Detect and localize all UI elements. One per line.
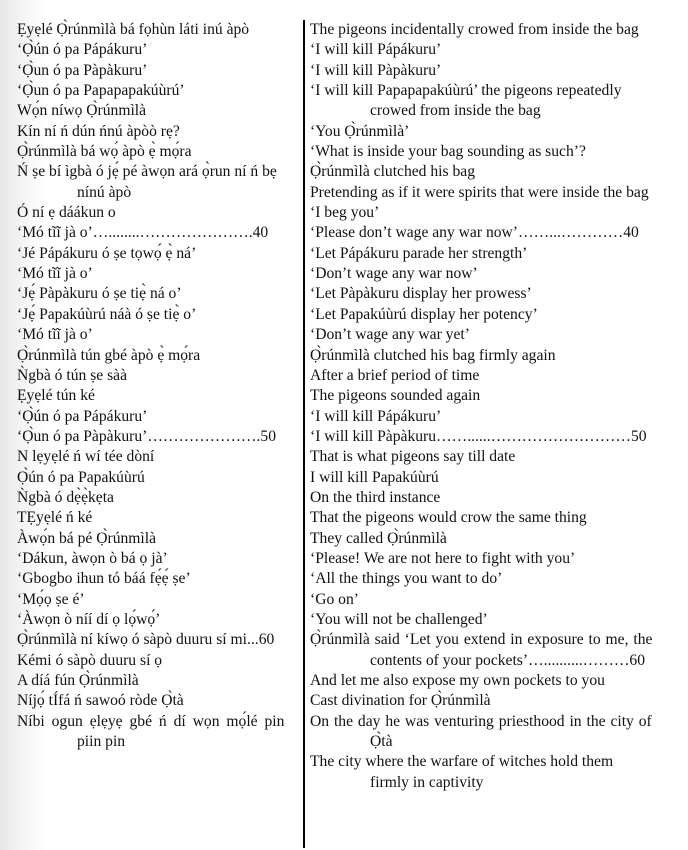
verse-line: Ọ̀rúnmìlà bá wọ́ àpò ẹ̀ mọ́ra	[17, 143, 192, 161]
translation-line: Ọ̀rúnmìlà clutched his bag	[310, 163, 475, 181]
verse-line: Ọ̀ún ó pa Papakúùrú	[17, 468, 145, 486]
verse-line: ‘Ọ̀ún ó pa Pápákuru’	[17, 407, 148, 425]
translation-line: ‘Don’t wage any war yet’	[310, 326, 470, 344]
verse-line: ‘Àwọn ò níí dí ọ lọ́wọ́’	[17, 610, 161, 628]
verse-line: Ọ̀rúnmìlà tún gbé àpò ẹ̀ mọ́ra	[17, 346, 201, 364]
translation-line: ‘Don’t wage any war now’	[310, 265, 478, 283]
translation-line: ‘You Ọ̀rúnmìlà’	[310, 122, 410, 140]
verse-line: Ó ní ẹ dáákun o	[17, 204, 116, 222]
translation-line: ‘I beg you’	[310, 204, 380, 222]
translation-line: ‘I will kill Pápákuru’	[310, 407, 442, 425]
verse-line: TẸyẹlé ń ké	[17, 509, 93, 527]
verse-line: Ǹgbà ó tún ṣe sàà	[17, 366, 127, 384]
verse-line: Níbi ogun ẹlẹyẹ gbé ń dí wọn mọ́lé pin	[17, 712, 285, 730]
verse-line: ‘Mó tĩĩ jà o’	[17, 265, 93, 283]
verse-line: ‘Mọ́ọ ṣe é’	[17, 590, 85, 608]
translation-line: ‘I will kill Pàpàkuru’	[310, 61, 442, 79]
verse-line: ‘Jé Pápákuru ó ṣe tọwọ́ ẹ̀ ná’	[17, 244, 197, 262]
verse-line: Wọ́n níwọ Ọ̀rúnmìlà	[17, 102, 147, 120]
translation-line: And let me also expose my own pockets to you	[310, 672, 605, 689]
verse-line: ‘Ọ̀un ó pa Papapapakúùrú’	[17, 82, 185, 100]
verse-line: ‘Ọ̀ún ó pa Pápákuru’	[17, 41, 148, 59]
english-translation-column	[310, 20, 680, 793]
verse-line-numbered: ‘Ọ̀un ó pa Pàpàkuru’………………….50	[17, 427, 276, 445]
verse-line: Kín ní ń dún ńnú àpòò rẹ?	[17, 122, 180, 140]
verse-line: Ẹyẹlé Ọ̀rúnmìlà bá fọhùn láti inú àpò	[17, 21, 250, 38]
translation-line: ‘Go on’	[310, 590, 359, 608]
verse-line: Ẹyẹlé tún ké	[17, 387, 95, 405]
column-divider	[303, 20, 305, 848]
translation-line-continuation: crowed from inside the bag	[370, 102, 541, 120]
verse-line: Kémi ó sàpò duuru sí ọ	[17, 651, 163, 669]
translation-line: Ọ̀rúnmìlà clutched his bag firmly again	[310, 346, 556, 364]
verse-line: Ǹgbà ó dẹ̀ẹ̀kẹta	[17, 488, 114, 506]
translation-line: On the third instance	[310, 488, 441, 506]
verse-line-numbered: ‘Mó tĩĩ jà o’…........………………….40	[17, 224, 269, 242]
verse-line: ‘Jẹ́ Papakúùrú náà ó ṣe tiẹ̀ o’	[17, 305, 197, 323]
verse-line: N lẹyẹlé ń wí tée dòní	[17, 448, 155, 466]
translation-line: That the pigeons would crow the same thing	[310, 509, 587, 527]
translation-line: Cast divination for Ọ̀rúnmìlà	[310, 692, 491, 710]
verse-line: ‘Ọ̀un ó pa Pàpàkuru’	[17, 61, 148, 79]
verse-line: ‘Jẹ́ Pàpàkuru ó ṣe tiẹ̀ ná o’	[17, 285, 182, 303]
translation-line: ‘You will not be challenged’	[310, 610, 488, 628]
verse-line: Ń ṣe bí ìgbà ó jẹ́ pé àwọn ará ọ̀run ní ń bẹ	[17, 163, 277, 181]
translation-line: ‘Let Papakúùrú display her potency’	[310, 305, 538, 323]
translation-line: The pigeons incidentally crowed from inside the bag	[310, 21, 639, 38]
translation-line-continuation-numbered: contents of your pockets’…..........………60	[370, 651, 646, 669]
translation-line: That is what pigeons say till date	[310, 448, 516, 466]
translation-line: Pretending as if it were spirits that were inside the bag	[310, 183, 649, 201]
translation-line: I will kill Papakúùrú	[310, 468, 439, 486]
translation-line: The city where the warfare of witches hold them	[310, 753, 614, 771]
translation-line: ‘All the things you want to do’	[310, 570, 503, 588]
translation-line: ‘I will kill Papapapakúùrú’ the pigeons repeatedly	[310, 82, 622, 100]
translation-line-numbered: ‘Please don’t wage any war now’……...…………40	[310, 224, 639, 242]
translation-line: Ọ̀rúnmìlà said ‘Let you extend in exposure to me, the	[310, 631, 653, 649]
translation-line: ‘Let Pápákuru parade her strength’	[310, 244, 528, 262]
translation-line-continuation: firmly in captivity	[370, 773, 484, 791]
verse-line: ‘Gbogbo ihun tó báá fẹ́ẹ́ ṣe’	[17, 570, 191, 588]
translation-line: They called Ọ̀rúnmìlà	[310, 529, 447, 547]
translation-line: The pigeons sounded again	[310, 387, 481, 405]
translation-line: ‘I will kill Pápákuru’	[310, 41, 442, 59]
verse-line-numbered: Ọ̀rúnmìlà ní kíwọ ó sàpò duuru sí mi...60	[17, 631, 275, 649]
verse-line: ‘Dákun, àwọn ò bá ọ jà’	[17, 549, 168, 567]
translation-line: After a brief period of time	[310, 366, 480, 384]
verse-line: Níjọ́ tÍfá ń sawoó ròde Ọ̀tà	[17, 692, 184, 710]
translation-line: ‘What is inside your bag sounding as such’?	[310, 143, 586, 161]
verse-line: A díá fún Ọ̀rúnmìlà	[17, 672, 139, 689]
verse-line-continuation: piin pin	[77, 733, 126, 751]
verse-line-continuation: nínú àpò	[77, 183, 132, 201]
translation-line-numbered: ‘I will kill Pàpàkuru……......………………………50	[310, 427, 647, 445]
translation-line: ‘Let Pàpàkuru display her prowess’	[310, 285, 532, 303]
yoruba-verse-column	[17, 20, 301, 752]
verse-line: ‘Mó tĩĩ jà o’	[17, 326, 93, 344]
verse-line: Àwọ́n bá pé Ọ̀rúnmìlà	[17, 529, 157, 547]
translation-line: On the day he was venturing priesthood in the city of	[310, 712, 652, 730]
translation-line: ‘Please! We are not here to fight with you’	[310, 549, 576, 567]
translation-line-continuation: Ọ̀tà	[370, 733, 393, 751]
